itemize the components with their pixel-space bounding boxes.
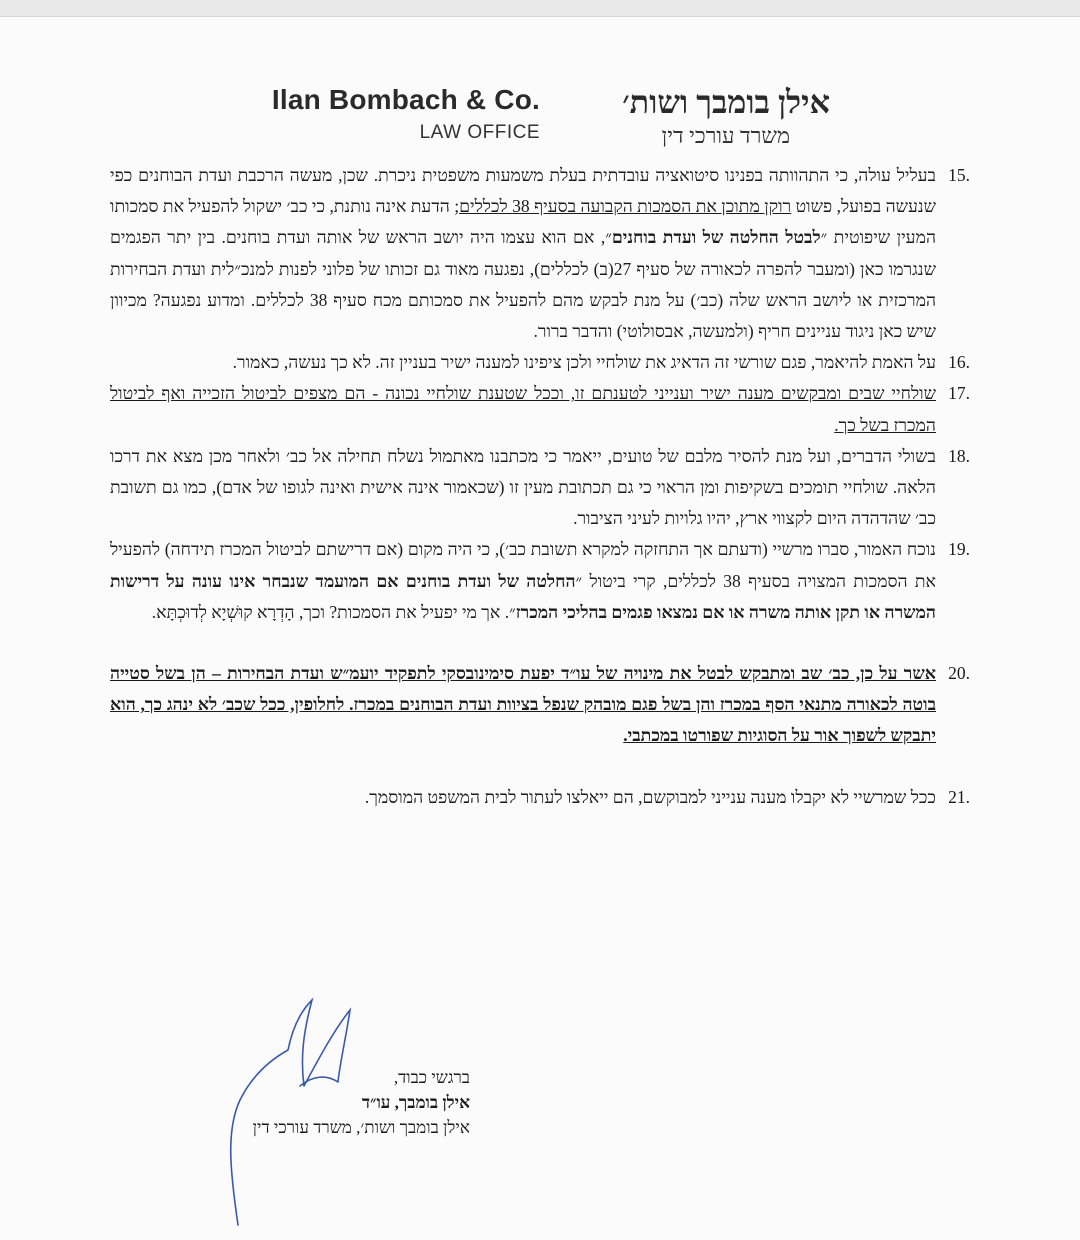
firm-name-hebrew: אילן בומבך ושות׳ (622, 84, 830, 120)
firm-name-english: Ilan Bombach & Co. (271, 84, 540, 115)
letterhead-hebrew (560, 84, 830, 149)
paragraph-number: .19 (948, 539, 970, 560)
paragraph-text (110, 534, 936, 628)
paragraph-number: .18 (948, 445, 970, 466)
underlined-text: רוקן מתוכן את הסמכות הקבועה בסעיף 38 לכללים (459, 196, 792, 217)
paragraph-number: .15 (948, 165, 970, 185)
paragraph-text: ככל שמרשיי לא יקבלו מענה ענייני למבוקשם, הם ייאלצו לעתור לבית המשפט המוסמך. (364, 786, 936, 807)
paragraph-number: .17 (948, 383, 970, 404)
text-run: בעליל עולה, כי התהוותה בפנינו סיטואציה עובדתית בעלת משמעות משפטית ניכרת. שכן, מעשה הרכבת ועדת הבוחנים כפי שנעשה בפועל, פשוט (110, 165, 937, 217)
text-run: נוכח האמור, סברו מרשיי (ודעתם אך התחזקה למקרא תשובת כב׳), כי היה מקום (אם דרישתם לביטול המכרז תידחה) להפעיל את הסמכות המצויה בסעיף 38 לכללים, קרי ביטול ״ (110, 539, 937, 591)
law-office-label-hebrew: משרד עורכי דין (661, 123, 790, 148)
bold-text: לבטל החלטה של ועדת בוחנים (611, 227, 821, 248)
law-office-label: LAW OFFICE (419, 122, 540, 143)
signer-name: אילן בומבך, עו״ד (361, 1093, 470, 1112)
signer-firm: אילן בומבך ושות׳, משרד עורכי דין (252, 1118, 470, 1137)
window-top-strip (0, 0, 1080, 17)
paragraph-text: על האמת להיאמר, פגם שורשי זה הדאיג את שולחיי ולכן ציפינו למענה ישיר בעניין זה. לא כך נעשה, כאמור. (232, 352, 936, 373)
signature-block (180, 1065, 470, 1140)
paragraph-number: .20 (948, 663, 970, 684)
paragraph-text-underlined: שולחיי שבים ומבקשים מענה ישיר וענייני לטענתם זו, וככל שטענת שולחיי נכונה - הם מצפים לביטול הזכייה ואף לביטול המכרז בשל כך. (110, 383, 936, 435)
paragraph-16 (110, 347, 970, 378)
closing-line: ברגשי כבוד, (393, 1068, 470, 1087)
text-run: ; הדעת אינה נותנת, כי כב׳ ישקול להפעיל את סמכותו המעין שיפוטית ״ (110, 196, 937, 248)
paragraph-20 (110, 658, 970, 752)
paragraph-text: בשולי הדברים, ועל מנת להסיר מלבם של טועים, ייאמר כי מכתבנו מאתמול נשלח תחילה אל כב׳ ולאחר מכן מצא את דרכו הלאה. שולחיי תומכים בשקיפות ומן הראוי כי גם תכתובת מעין זו (שכאמור אינה אישית ואינה לגופו של אדם), כמו גם תשובת כב׳ שהדהדה היום לקצווי ארץ, יהיו גלויות לעיני הציבור. (110, 445, 936, 529)
text-run: ״, אם הוא עצמו היה יושב הראש של אותה ועדת בוחנים. בין יתר הפגמים שנגרמו כאן (ומעבר להפרה לכאורה של סעיף 27(ב) לכללים), נפגעה מאוד גם זכותו של פלוני לפנות למנכ״לית ועדת הבחירות המרכזית או ליושב הראש שלה (כב׳) על מנת לבקש מהם להפעיל את סמכותם מכח סעיף 38 לכללים. ומדוע נפגעה? מכיוון שיש כאן ניגוד עניינים חריף (ולמעשה, אבסולוטי) והדבר ברור. (110, 227, 937, 342)
paragraph-17 (110, 378, 970, 440)
bold-text: החלטה של ועדת בוחנים אם המועמד שנבחר אינו עונה על דרישות המשרה או תקן אותה משרה או אם נמצאו פגמים בהליכי המכרז (110, 570, 936, 622)
paragraph-21 (110, 782, 970, 813)
paragraph-number: .16 (948, 352, 970, 373)
paragraph-18 (110, 441, 970, 535)
letter-body (110, 160, 970, 813)
text-run: ״. אך מי יפעיל את הסמכות? וכך, הָדְרָא קוּשְׁיָא לְדוּכְתָּא. (151, 601, 516, 622)
paragraph-number: .21 (948, 786, 970, 807)
letterhead-english (260, 84, 540, 144)
paragraph-text-bold-underlined: אשר על כן, כב׳ שב ומתבקש לבטל את מינויה של עו״ד יפעת סימינובסקי לתפקיד יועמ״ש ועדת הבחירות – הן בשל סטייה בוטה לכאורה מתנאי הסף במכרז והן בשל פגם מובהק שנפל בציוות ועדת הבוחנים במכרז. לחלופין, ככל שכב׳ לא ינהג כך, הוא יתבקש לשפוך אור על הסוגיות שפורטו במכתבי. (110, 663, 936, 746)
paragraph-15 (110, 160, 970, 347)
paragraph-text (110, 160, 936, 347)
paragraph-19 (110, 534, 970, 628)
